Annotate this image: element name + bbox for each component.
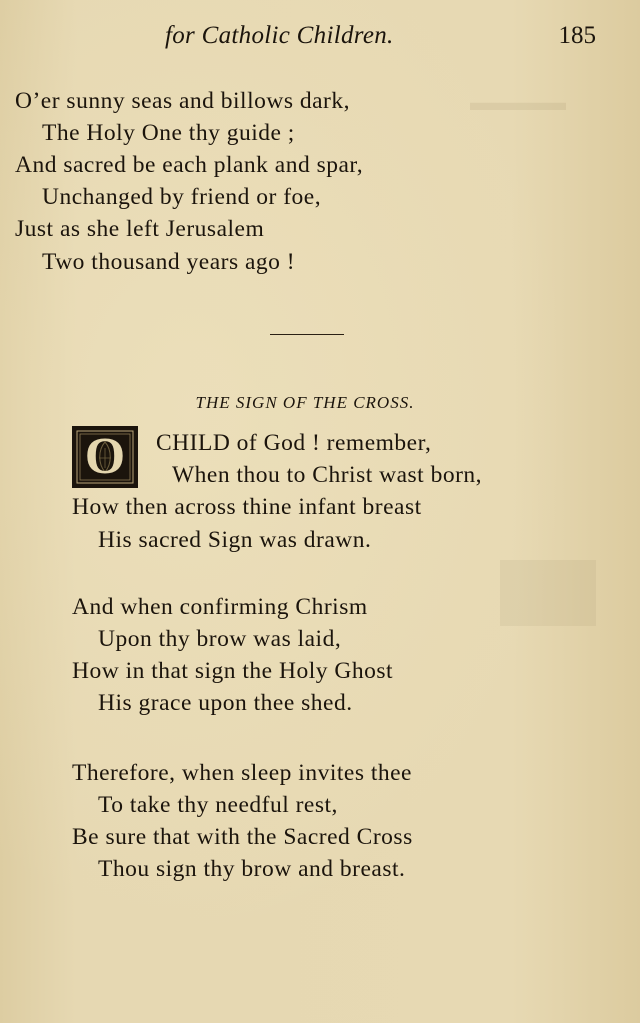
verse-line: Unchanged by friend or foe, [42,184,322,210]
verse-line: Upon thy brow was laid, [98,626,342,652]
running-title: for Catholic Children. [165,22,394,49]
verse-line: Just as she left Jerusalem [15,216,265,242]
verse-line: The Holy One thy guide ; [42,120,295,146]
verse-line: Therefore, when sleep invites thee [72,760,412,786]
verse-line: To take thy needful rest, [98,792,338,818]
page-number: 185 [558,22,596,49]
ornamental-dropcap [72,426,138,488]
section-divider [270,334,344,335]
verse-line: Thou sign thy brow and breast. [98,856,406,882]
verse-line: CHILD of God ! remember, [156,430,432,456]
bleed-through-shade: ▬▬▬▬ [470,90,566,116]
bleed-through-ornament [500,560,596,626]
verse-line: And when confirming Chrism [72,594,368,620]
verse-line: O’er sunny seas and billows dark, [15,88,350,114]
page-header [0,22,640,56]
verse-line: And sacred be each plank and spar, [15,152,364,178]
verse-line: How then across thine infant breast [72,494,422,520]
verse-line: When thou to Christ wast born, [172,462,483,488]
verse-line: How in that sign the Holy Ghost [72,658,393,684]
dropcap-letter: O [84,428,126,485]
verse-line: Be sure that with the Sacred Cross [72,824,413,850]
verse-line: His sacred Sign was drawn. [98,527,372,553]
poem-title: THE SIGN OF THE CROSS. [195,393,415,412]
verse-line: His grace upon thee shed. [98,690,353,716]
verse-line: Two thousand years ago ! [42,249,296,275]
